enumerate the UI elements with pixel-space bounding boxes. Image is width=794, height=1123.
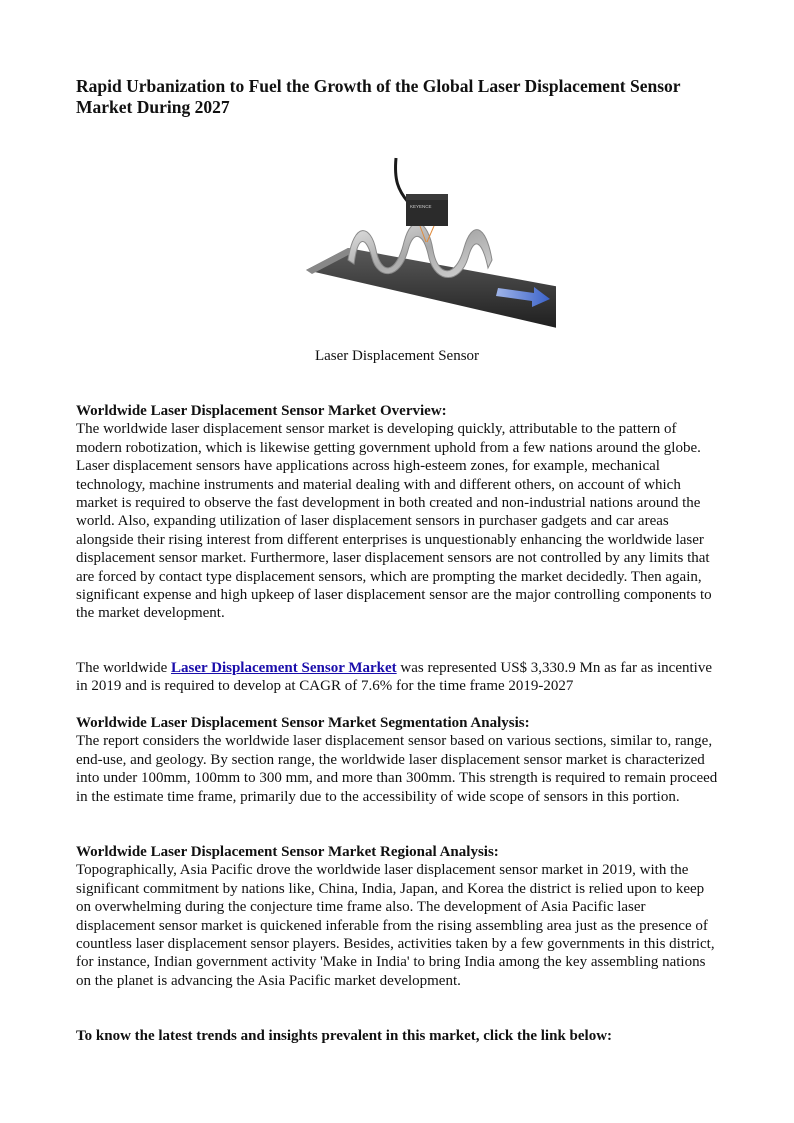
market-value-suffix: was represented US$ 3,330.9 Mn as far as incentive in 2019 and is required to develop at CAGR of 7.6% for the time frame 2019-2027 bbox=[76, 660, 712, 695]
regional-body: Topographically, Asia Pacific drove the worldwide laser displacement sensor market in 2019, with the significant commitment by nations like, China, India, Japan, and Korea the district is relied upon to keep on overwhelming during the conjecture time frame also. The development of Asia Pacific laser displacement sensor market is quickened inferable from the rising assembling area just as the presence of countless laser displacement sensor players. Besides, activities taken by a few governments in this district, for instance, Indian government activity 'Make in India' to bring India among the key assembling nations on the planet is advancing the Asia Pacific market development. bbox=[76, 862, 715, 989]
laser-sensor-market-link[interactable]: Laser Displacement Sensor Market bbox=[170, 660, 397, 676]
sensor-figure bbox=[236, 150, 556, 340]
overview-heading: Worldwide Laser Displacement Sensor Market Overview: bbox=[76, 403, 447, 419]
call-to-action: To know the latest trends and insights prevalent in this market, click the link below: bbox=[76, 1028, 613, 1044]
page-title: Rapid Urbanization to Fuel the Growth of the Global Laser Displacement Sensor Market During 2027 bbox=[76, 76, 681, 117]
segmentation-heading: Worldwide Laser Displacement Sensor Market Segmentation Analysis: bbox=[76, 715, 530, 731]
market-value-prefix: The worldwide bbox=[76, 660, 171, 676]
overview-section bbox=[76, 402, 718, 623]
regional-heading: Worldwide Laser Displacement Sensor Market Regional Analysis: bbox=[76, 844, 499, 860]
overview-body: The worldwide laser displacement sensor market is developing quickly, attributable to the pattern of modern robotization, which is likewise getting government uphold from a few nations around the globe. Laser displacement sensors have applications across high-esteem zones, for example, mechanical technology, machine instruments and material dealing with and different others, on account of which market is required to observe the fast development in both created and non-industrial nations around the world. Also, expanding utilization of laser displacement sensors in purchaser gadgets and car areas alongside their rising interest from different enterprises is unquestionably enhancing the worldwide laser displacement sensor market. Furthermore, laser displacement sensors are not controlled by any limits that are forced by contact type displacement sensors, which are prompting the market decidedly. Then again, significant expense and high upkeep of laser displacement sensor are the major controlling components to the market development. bbox=[76, 421, 712, 622]
sensor-body-shape bbox=[406, 198, 448, 226]
regional-section bbox=[76, 843, 718, 990]
laser-sensor-illustration bbox=[236, 150, 556, 340]
segmentation-body: The report considers the worldwide laser displacement sensor based on various sections, similar to, range, end-use, and geology. By section range, the worldwide laser displacement sensor market is characterized into under 100mm, 100mm to 300 mm, and more than 300mm. This strength is required to remain proceed in the estimate time frame, primarily due to the accessibility of wide scope of sensors in this portion. bbox=[76, 733, 718, 805]
sensor-brand-label: KEYENCE bbox=[410, 204, 432, 209]
market-value-paragraph bbox=[76, 659, 718, 696]
segmentation-section bbox=[76, 714, 718, 806]
figure-caption: Laser Displacement Sensor bbox=[314, 348, 480, 364]
